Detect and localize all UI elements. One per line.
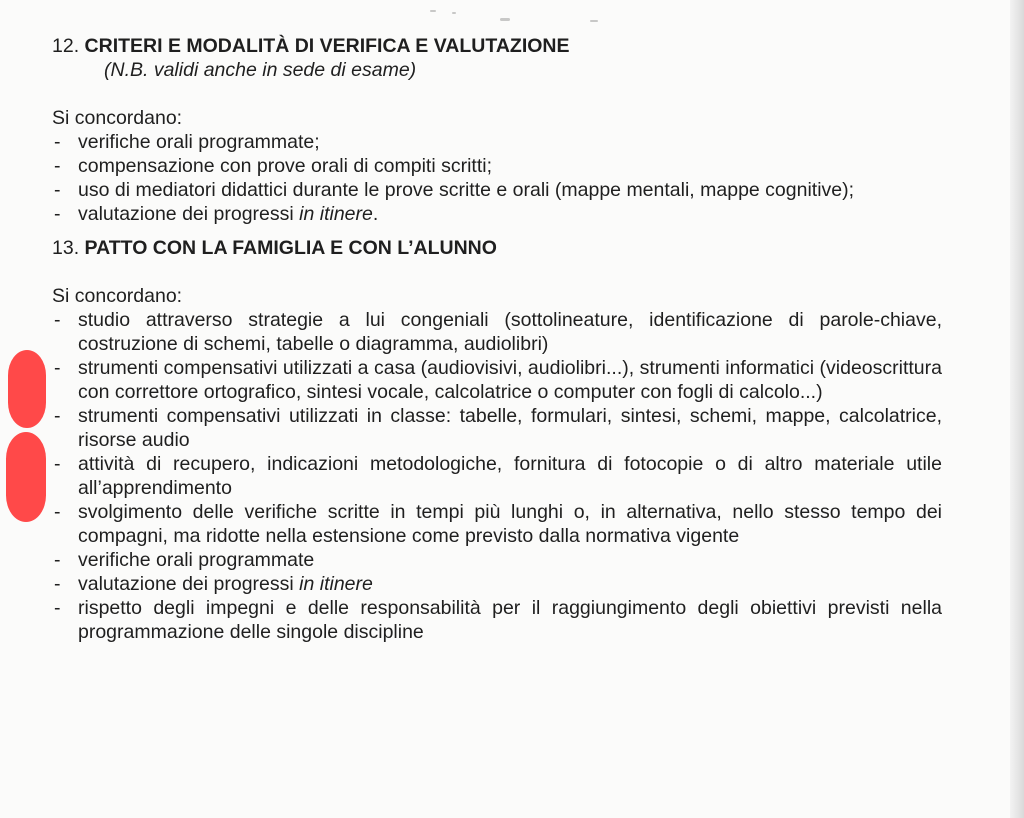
section-12-number: 12. [52, 35, 80, 57]
scan-speck [430, 10, 436, 12]
list-bullet: - [54, 405, 61, 427]
scan-speck [500, 18, 510, 21]
list-item-text: strumenti compensativi utilizzati in classe: tabelle, formulari, sintesi, schemi, mappe, calcolatrice, risorse audio [78, 405, 942, 451]
section-12-title: CRITERI E MODALITÀ DI VERIFICA E VALUTAZIONE [84, 35, 570, 57]
list-item-text: rispetto degli impegni e delle responsabilità per il raggiungimento degli obiettivi previsti nella programmazione delle singole discipline [78, 597, 942, 643]
list-bullet: - [54, 131, 61, 153]
list-item-text: verifiche orali programmate; [78, 131, 320, 153]
section-13-intro: Si concordano: [52, 285, 183, 307]
section-13 [52, 236, 942, 644]
list-item-text: attività di recupero, indicazioni metodologiche, fornitura di fotocopie o di altro materiale utile all’apprendimento [78, 453, 942, 499]
list-item [52, 356, 942, 404]
red-highlight-mark [6, 432, 46, 522]
list-item [52, 500, 942, 548]
list-item [52, 404, 942, 452]
section-13-heading [52, 236, 942, 260]
section-12-heading [52, 34, 942, 58]
list-bullet: - [54, 155, 61, 177]
section-12-list [52, 130, 942, 226]
page-edge-shadow [1010, 0, 1024, 818]
list-bullet: - [54, 501, 61, 523]
list-item-text: verifiche orali programmate [78, 549, 315, 571]
section-12 [52, 34, 942, 226]
section-13-list [52, 308, 942, 644]
list-bullet: - [54, 357, 61, 379]
list-item-italic-text: in itinere [299, 203, 373, 225]
list-item [52, 596, 942, 644]
red-highlight-mark [8, 350, 46, 428]
list-item [52, 130, 942, 154]
list-bullet: - [54, 549, 61, 571]
list-item-text: valutazione dei progressi [78, 203, 300, 225]
scan-speck [452, 12, 456, 14]
list-item-punctuation: . [372, 203, 379, 225]
list-bullet: - [54, 573, 61, 595]
list-item-text: studio attraverso strategie a lui congeniali (sottolineature, identificazione di parole-chiave, costruzione di schemi, tabelle o diagramma, audiolibri) [78, 309, 942, 355]
list-item [52, 548, 942, 572]
section-13-number: 13. [52, 237, 80, 259]
list-item-text: compensazione con prove orali di compiti scritti; [78, 155, 493, 177]
list-item [52, 154, 942, 178]
list-bullet: - [54, 203, 61, 225]
list-item-text: uso di mediatori didattici durante le prove scritte e orali (mappe mentali, mappe cognitive); [78, 179, 855, 201]
section-12-intro: Si concordano: [52, 107, 183, 129]
list-bullet: - [54, 453, 61, 475]
list-item [52, 202, 942, 226]
list-item [52, 572, 942, 596]
list-bullet: - [54, 597, 61, 619]
list-item [52, 178, 942, 202]
list-item-text: valutazione dei progressi [78, 573, 300, 595]
list-item-text: svolgimento delle verifiche scritte in tempi più lunghi o, in alternativa, nello stesso tempo dei compagni, ma ridotte nella estensione come previsto dalla normativa vigente [78, 501, 942, 547]
list-item [52, 452, 942, 500]
document-body [52, 34, 942, 644]
scan-speck [590, 20, 598, 22]
list-item-text: strumenti compensativi utilizzati a casa (audiovisivi, audiolibri...), strumenti informatici (videoscrittura con correttore ortografico, sintesi vocale, calcolatrice o computer con fogli di calcolo...) [78, 357, 942, 403]
list-bullet: - [54, 309, 61, 331]
list-bullet: - [54, 179, 61, 201]
list-item-italic-text: in itinere [299, 573, 373, 595]
section-13-title: PATTO CON LA FAMIGLIA E CON L’ALUNNO [84, 237, 497, 259]
list-item [52, 308, 942, 356]
section-12-note: (N.B. validi anche in sede di esame) [104, 59, 417, 81]
